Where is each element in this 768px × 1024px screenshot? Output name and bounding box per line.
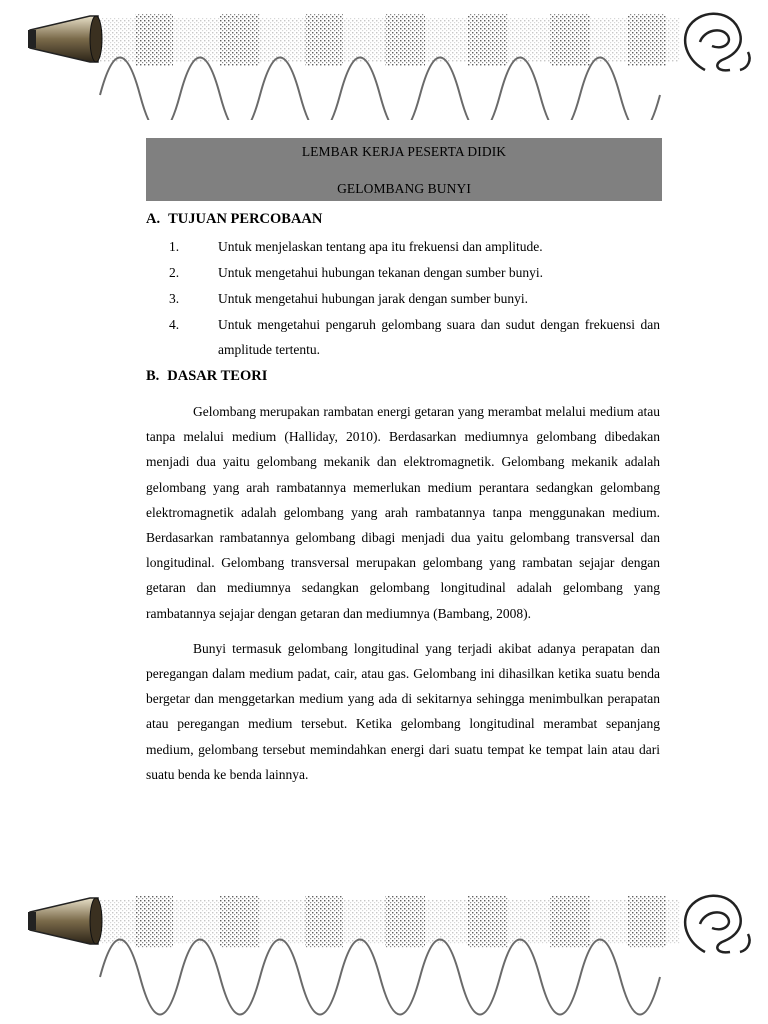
transverse-wave: [100, 940, 660, 1015]
ear-icon: [685, 14, 749, 71]
speaker-horn-icon: [28, 16, 102, 62]
section-a-letter: A.: [146, 211, 161, 227]
list-text: Untuk mengetahui pengaruh gelombang suara dan sudut dengan frekuensi dan amplitude tertentu.: [218, 317, 660, 357]
section-b-letter: B.: [146, 368, 160, 384]
list-item: [146, 234, 660, 259]
list-number: 3.: [169, 291, 180, 306]
theory-paragraph-1: Gelombang merupakan rambatan energi getaran yang merambat melalui medium atau tanpa melalui medium (Halliday, 2010). Berdasarkan mediumnya gelombang dibedakan menjadi dua yaitu gelombang mekanik dan elektromagnetik. Gelombang mekanik adalah gelombang yang arah rambatannya memerlukan medium perantara sedangkan gelombang elektromagnetik adalah gelombang yang arah rambatannya tanpa menggunakan medium. Berdasarkan rambatannya gelombang dibagi menjadi dua yaitu gelombang transversal dan longitudinal. Gelombang transversal merupakan gelombang yang rambatan sejajar dengan getaran dan mediumnya sedangkan gelombang longitudinal adalah gelombang yang rambatannya sejajar dengan getaran dan mediumnya (Bambang, 2008).: [146, 404, 660, 621]
list-number: 2.: [169, 265, 180, 280]
longitudinal-wave-band: [100, 14, 680, 66]
section-b-title: DASAR TEORI: [167, 368, 268, 384]
title-box: [146, 138, 662, 201]
list-item: [146, 260, 660, 285]
list-number: 4.: [169, 317, 180, 332]
list-item: [146, 312, 660, 362]
page-title: LEMBAR KERJA PESERTA DIDIK: [301, 143, 507, 159]
page-subtitle: GELOMBANG BUNYI: [337, 180, 471, 196]
transverse-wave: [100, 58, 660, 121]
objectives-list: [146, 234, 660, 362]
list-number: 1.: [169, 239, 180, 254]
speaker-horn-icon: [28, 898, 102, 944]
list-text: Untuk menjelaskan tentang apa itu frekuensi dan amplitude.: [218, 239, 543, 254]
worksheet-content: [146, 138, 660, 787]
section-b-heading: [146, 368, 660, 385]
bottom-sound-wave-banner: [0, 880, 768, 1000]
theory-paragraph-2: Bunyi termasuk gelombang longitudinal yang terjadi akibat adanya perapatan dan peregangan dalam medium padat, cair, atau gas. Gelombang ini dihasilkan ketika suatu benda bergetar dan menggetarkan medium yang ada di sekitarnya sehingga menimbulkan perapatan atau peregangan medium tersebut. Ketika gelombang longitudinal merambat sepanjang medium, gelombang tersebut memindahkan energi dari suatu tempat ke tempat lain atau dari suatu benda ke benda lainnya.: [146, 640, 660, 782]
top-sound-wave-banner: [0, 0, 768, 120]
longitudinal-wave-band: [100, 896, 680, 948]
section-a-title: TUJUAN PERCOBAAN: [168, 211, 323, 227]
list-item: [146, 286, 660, 311]
list-text: Untuk mengetahui hubungan jarak dengan sumber bunyi.: [218, 291, 529, 306]
ear-icon: [685, 896, 749, 953]
list-text: Untuk mengetahui hubungan tekanan dengan sumber bunyi.: [218, 265, 544, 280]
section-a-heading: [146, 211, 660, 228]
